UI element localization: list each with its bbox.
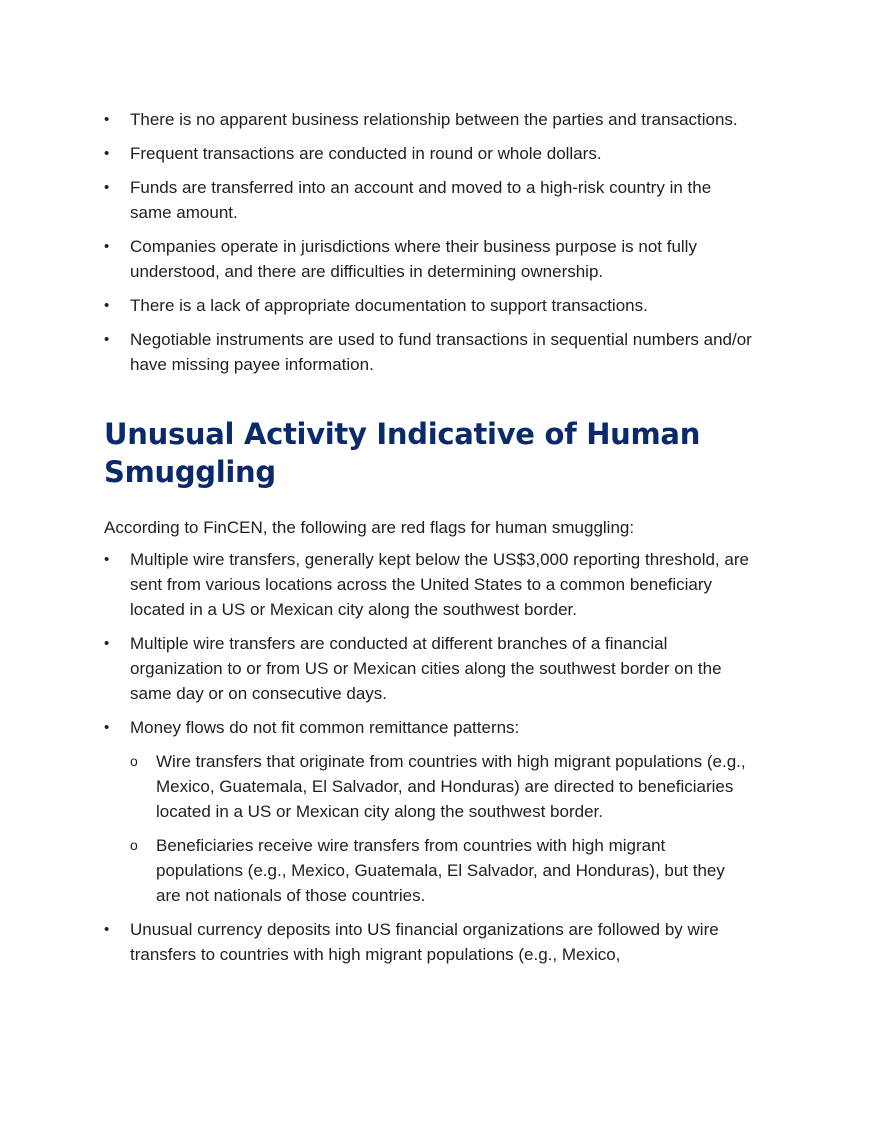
list-item (104, 175, 754, 225)
sub-list (130, 749, 754, 908)
list-item-text: There is no apparent business relationship between the parties and transactions. (130, 110, 738, 129)
bullet-icon: • (104, 331, 110, 348)
list-item (104, 293, 754, 318)
circle-bullet-icon: o (130, 837, 138, 853)
list-item (104, 234, 754, 284)
bullet-icon: • (104, 921, 110, 938)
document-page (104, 107, 754, 976)
list-item (104, 141, 754, 166)
list-item-text: Money flows do not fit common remittance patterns: (130, 718, 520, 737)
list-item (104, 715, 754, 908)
section-heading: Unusual Activity Indicative of Human Smuggling (104, 417, 701, 489)
bullet-icon: • (104, 179, 110, 196)
list-item-text: Multiple wire transfers are conducted at different branches of a financial organization to or from US or Mexican cities along the southwest border on the same day or on consecutive days. (130, 634, 722, 703)
bullet-icon: • (104, 551, 110, 568)
bullet-icon: • (104, 111, 110, 128)
list-item (104, 547, 754, 622)
bullet-icon: • (104, 145, 110, 162)
bullet-icon: • (104, 238, 110, 255)
list-item-text: Companies operate in jurisdictions where their business purpose is not fully understood, and there are difficulties in determining ownership. (130, 237, 697, 281)
bullet-icon: • (104, 635, 110, 652)
list-item (104, 327, 754, 377)
bullet-icon: • (104, 297, 110, 314)
list-item (104, 917, 754, 967)
sub-list-item (130, 833, 754, 908)
sub-list-item-text: Wire transfers that originate from countries with high migrant populations (e.g., Mexico, Guatemala, El Salvador, and Honduras) are directed to beneficiaries located in a US or Mexican city along the southwest border. (156, 752, 746, 821)
list-item-text: Multiple wire transfers, generally kept below the US$3,000 reporting threshold, are sent from various locations across the United States to a common beneficiary located in a US or Mexican city along the southwest border. (130, 550, 749, 619)
list-item-text: Negotiable instruments are used to fund transactions in sequential numbers and/or have missing payee information. (130, 330, 752, 374)
sub-list-item (130, 749, 754, 824)
human-smuggling-list (104, 547, 754, 967)
list-item-text: Funds are transferred into an account and moved to a high-risk country in the same amount. (130, 178, 712, 222)
red-flags-list (104, 107, 754, 377)
sub-list-item-text: Beneficiaries receive wire transfers from countries with high migrant populations (e.g., Mexico, Guatemala, El Salvador, and Honduras), but they are not nationals of those countries. (156, 836, 725, 905)
list-item-text: Frequent transactions are conducted in round or whole dollars. (130, 144, 602, 163)
section-intro: According to FinCEN, the following are red flags for human smuggling: (104, 518, 635, 537)
list-item-text: There is a lack of appropriate documentation to support transactions. (130, 296, 648, 315)
list-item (104, 107, 754, 132)
circle-bullet-icon: o (130, 753, 138, 769)
list-item (104, 631, 754, 706)
list-item-text: Unusual currency deposits into US financial organizations are followed by wire transfers to countries with high migrant populations (e.g., Mexico, (130, 920, 719, 964)
bullet-icon: • (104, 719, 110, 736)
